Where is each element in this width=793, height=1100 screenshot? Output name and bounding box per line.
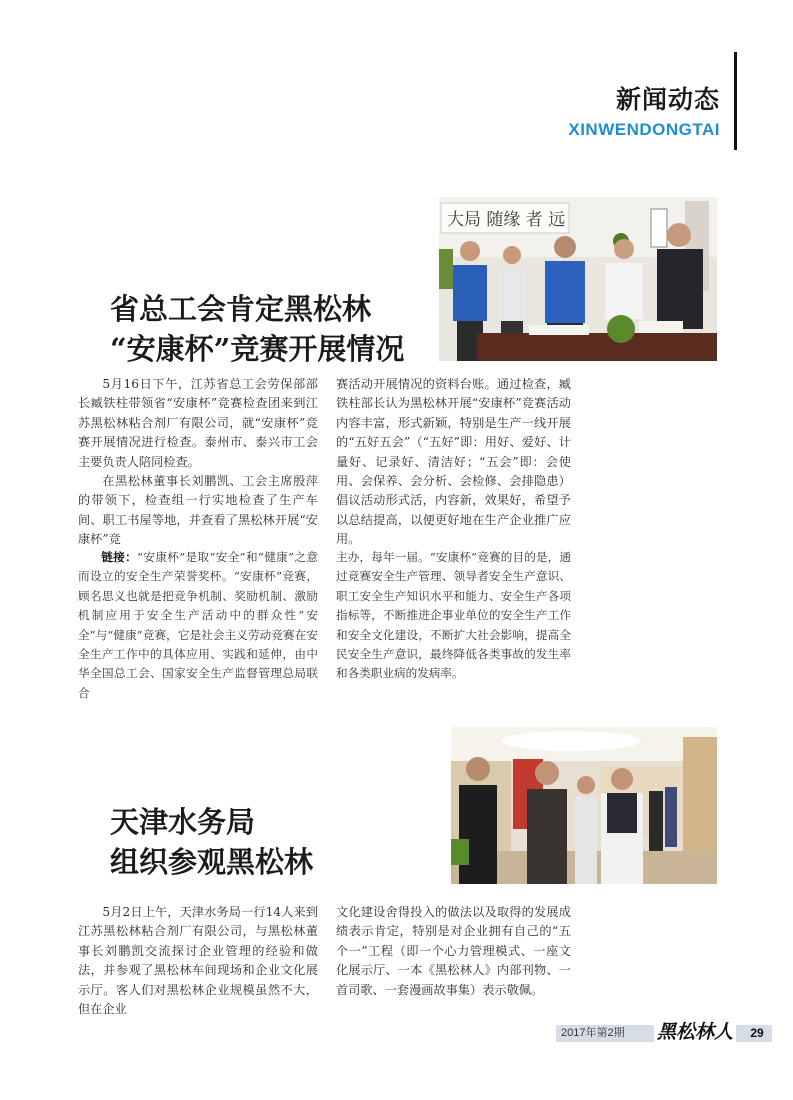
article1-paragraph: 5月16日下午，江苏省总工会劳保部部长臧铁柱带领省“安康杯”竞赛检查团来到江苏黑松林粘合剂厂有限公司，就“安康杯”竞赛开展情况进行检查。泰州市、泰兴市工会主要负责人陪同检查。: [78, 377, 318, 469]
note-text: “安康杯”是取“安全”和“健康”之意而设立的安全生产荣誉奖杯。“安康杯”竞赛，顾名思义也就是把竞争机制、奖励机制、激励机制应用于安全生产活动中的群众性“安全”与“健康”竞赛，它是社会主义劳动竞赛在安全生产工作中的具体应用、实践和延伸，由中华全国总工会、国家安全生产监督管理总局联合: [78, 550, 318, 700]
page-number: 29: [750, 1026, 764, 1040]
article2-paragraph: 5月2日上午，天津水务局一行14人来到江苏黑松林粘合剂厂有限公司，与黑松林董事长刘鹏凯交流探讨企业管理的经验和做法，并参观了黑松林车间现场和企业文化展示厅。客人们对黑松林企业规模虽然不大，但在企业: [78, 905, 318, 1017]
article2-body-left: [78, 903, 318, 1019]
section-subtitle: XINWENDONGTAI: [568, 120, 720, 139]
issue-label: 2017年第2期: [561, 1027, 625, 1039]
article2-body-right: [336, 903, 571, 1000]
photo-banner-text: 大局 随缘 者 远: [447, 210, 566, 230]
article1-headline: [110, 289, 404, 369]
article1-headline-line1: 省总工会肯定黑松林: [110, 292, 372, 326]
article1-body-right: [336, 375, 571, 550]
note-text: 主办，每年一届。“安康杯”竞赛的目的是，通过竞赛安全生产管理、领导者安全生产意识、职工安全生产知识水平和能力、安全生产各项指标等，不断推进企事业单位的安全生产工作和安全文化建设，不断扩大社会影响，提高全民安全生产意识，最终降低各类事故的发生率和各类职业病的发病率。: [336, 550, 571, 681]
section-title: 新闻动态: [615, 85, 720, 114]
article2-headline-line1: 天津水务局: [110, 805, 256, 839]
article2-paragraph: 文化建设舍得投入的做法以及取得的发展成绩表示肯定，特别是对企业拥有自己的“五个一”工程（即一个心力管理模式、一座文化展示厅、一本《黑松林人》内部刊物、一首司歌、一套漫画故事集）表示敬佩。: [336, 905, 571, 997]
article1-note-right: [336, 548, 571, 684]
article1-paragraph: 赛活动开展情况的资料台账。通过检查，臧铁柱部长认为黑松林开展“安康杯”竞赛活动内容丰富，形式新颖，特别是生产一线开展的“五好五会”（“五好”即：用好、爱好、计量好、记录好、清洁好；“五会”即：会使用、会保养、会分析、会检修、会排隐患）倡议活动形式活，内容新，效果好，希望予以总结提高，以便更好地在生产企业推广应用。: [336, 377, 571, 547]
article1-headline-line2: “安康杯”竞赛开展情况: [110, 332, 405, 366]
header-divider: [734, 52, 737, 150]
article1-note-left: [78, 548, 318, 703]
article2-photo: [451, 727, 717, 884]
article2-headline-line2: 组织参观黑松林: [110, 845, 314, 879]
article1-body-left: [78, 375, 318, 550]
article2-headline: [110, 802, 313, 882]
article1-paragraph: 在黑松林董事长刘鹏凯、工会主席殷萍的带领下，检查组一行实地检查了生产车间、职工书屋等地，并查看了黑松林开展“安康杯”竞: [78, 474, 318, 547]
brand-logo: 黑松林人: [654, 1020, 736, 1044]
article1-photo: [439, 197, 717, 361]
note-label: 链接：: [101, 550, 138, 564]
